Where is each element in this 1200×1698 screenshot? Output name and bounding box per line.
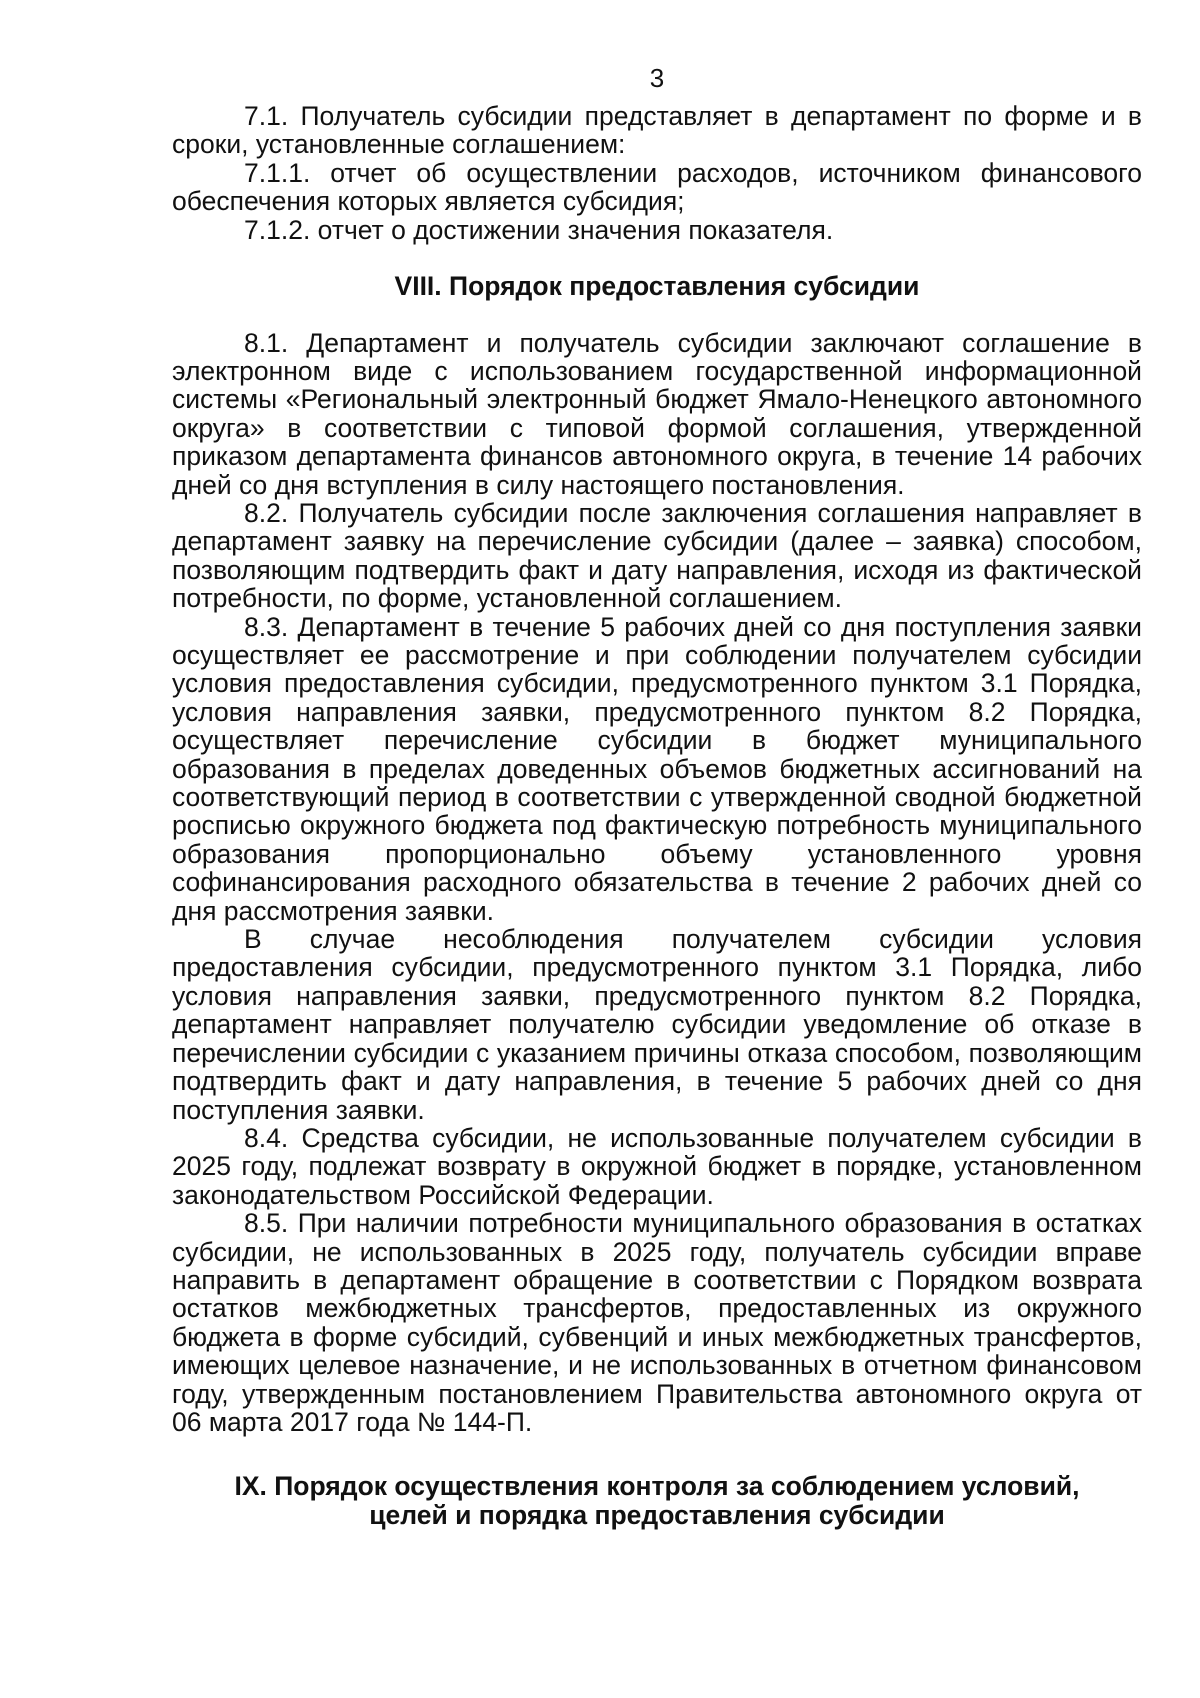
paragraph-7-1: 7.1. Получатель субсидии представляет в департамент по форме и в сроки, установленные соглашением: — [172, 101, 1142, 160]
paragraph-8-4: 8.4. Средства субсидии, не использованные получателем субсидии в 2025 году, подлежат возврату в окружной бюджет в порядке, установленном законодательством Российской Федерации. — [172, 1122, 1142, 1210]
section-8-heading: VIII. Порядок предоставления субсидии — [394, 271, 920, 302]
section-9-heading — [172, 1472, 1142, 1529]
section-9-heading-line-1: IX. Порядок осуществления контроля за соблюдением условий, — [234, 1471, 1080, 1502]
paragraph-8-2: 8.2. Получатель субсидии после заключения соглашения направляет в департамент заявку на перечисление субсидии (далее – заявка) способом, позволяющим подтвердить факт и дату направления, исходя из фактической потребности, по форме, установленной соглашением. — [172, 497, 1142, 614]
paragraph-8-1: 8.1. Департамент и получатель субсидии заключают соглашение в электронном виде с использованием государственной информационной системы «Региональный электронный бюджет Ямало-Ненецкого автономного округа» в соответствии с типовой формой соглашения, утвержденной приказом департамента финансов автономного округа, в течение 14 рабочих дней со дня вступления в силу настоящего постановления. — [172, 327, 1142, 500]
paragraph-7-1-2: 7.1.2. отчет о достижении значения показателя. — [244, 214, 834, 245]
page-number: 3 — [649, 63, 665, 93]
paragraph-7-1-1: 7.1.1. отчет об осуществлении расходов, источником финансового обеспечения которых является субсидия; — [172, 157, 1142, 217]
paragraph-8-5: 8.5. При наличии потребности муниципального образования в остатках субсидии, не использованных в 2025 году, получатель субсидии вправе направить в департамент обращение в соответствии с Порядком возврата остатков межбюджетных трансфертов, предоставленных из окружного бюджета в форме субсидий, субвенций и иных межбюджетных трансфертов, имеющих целевое назначение, и не использованных в отчетном финансовом году, утвержденным постановлением Правительства автономного округа от 06 марта 2017 года № 144-П. — [172, 1208, 1142, 1437]
document-page — [172, 62, 1142, 1557]
paragraph-8-3: 8.3. Департамент в течение 5 рабочих дней со дня поступления заявки осуществляет ее рассмотрение и при соблюдении получателем субсидии условия предоставления субсидии, предусмотренного пунктом 3.1 Порядка, условия направления заявки, предусмотренного пунктом 8.2 Порядка, осуществляет перечисление субсидии в бюджет муниципального образования в пределах доведенных объемов бюджетных ассигнований на соответствующий период в соответствии с утвержденной сводной бюджетной росписью окружного бюджета под фактическую потребность муниципального образования пропорционально объему установленного уровня софинансирования расходного обязательства в течение 2 рабочих дней со дня рассмотрения заявки. — [172, 611, 1142, 926]
paragraph-8-3-refusal: В случае несоблюдения получателем субсидии условия предоставления субсидии, предусмотренного пунктом 3.1 Порядка, либо условия направления заявки, предусмотренного пунктом 8.2 Порядка, департамент направляет получателю субсидии уведомление об отказе в перечислении субсидии с указанием причины отказа способом, позволяющим подтвердить факт и дату направления, в течение 5 рабочих дней со дня поступления заявки. — [172, 924, 1142, 1125]
section-9-heading-line-2: целей и порядка предоставления субсидии — [369, 1499, 945, 1530]
